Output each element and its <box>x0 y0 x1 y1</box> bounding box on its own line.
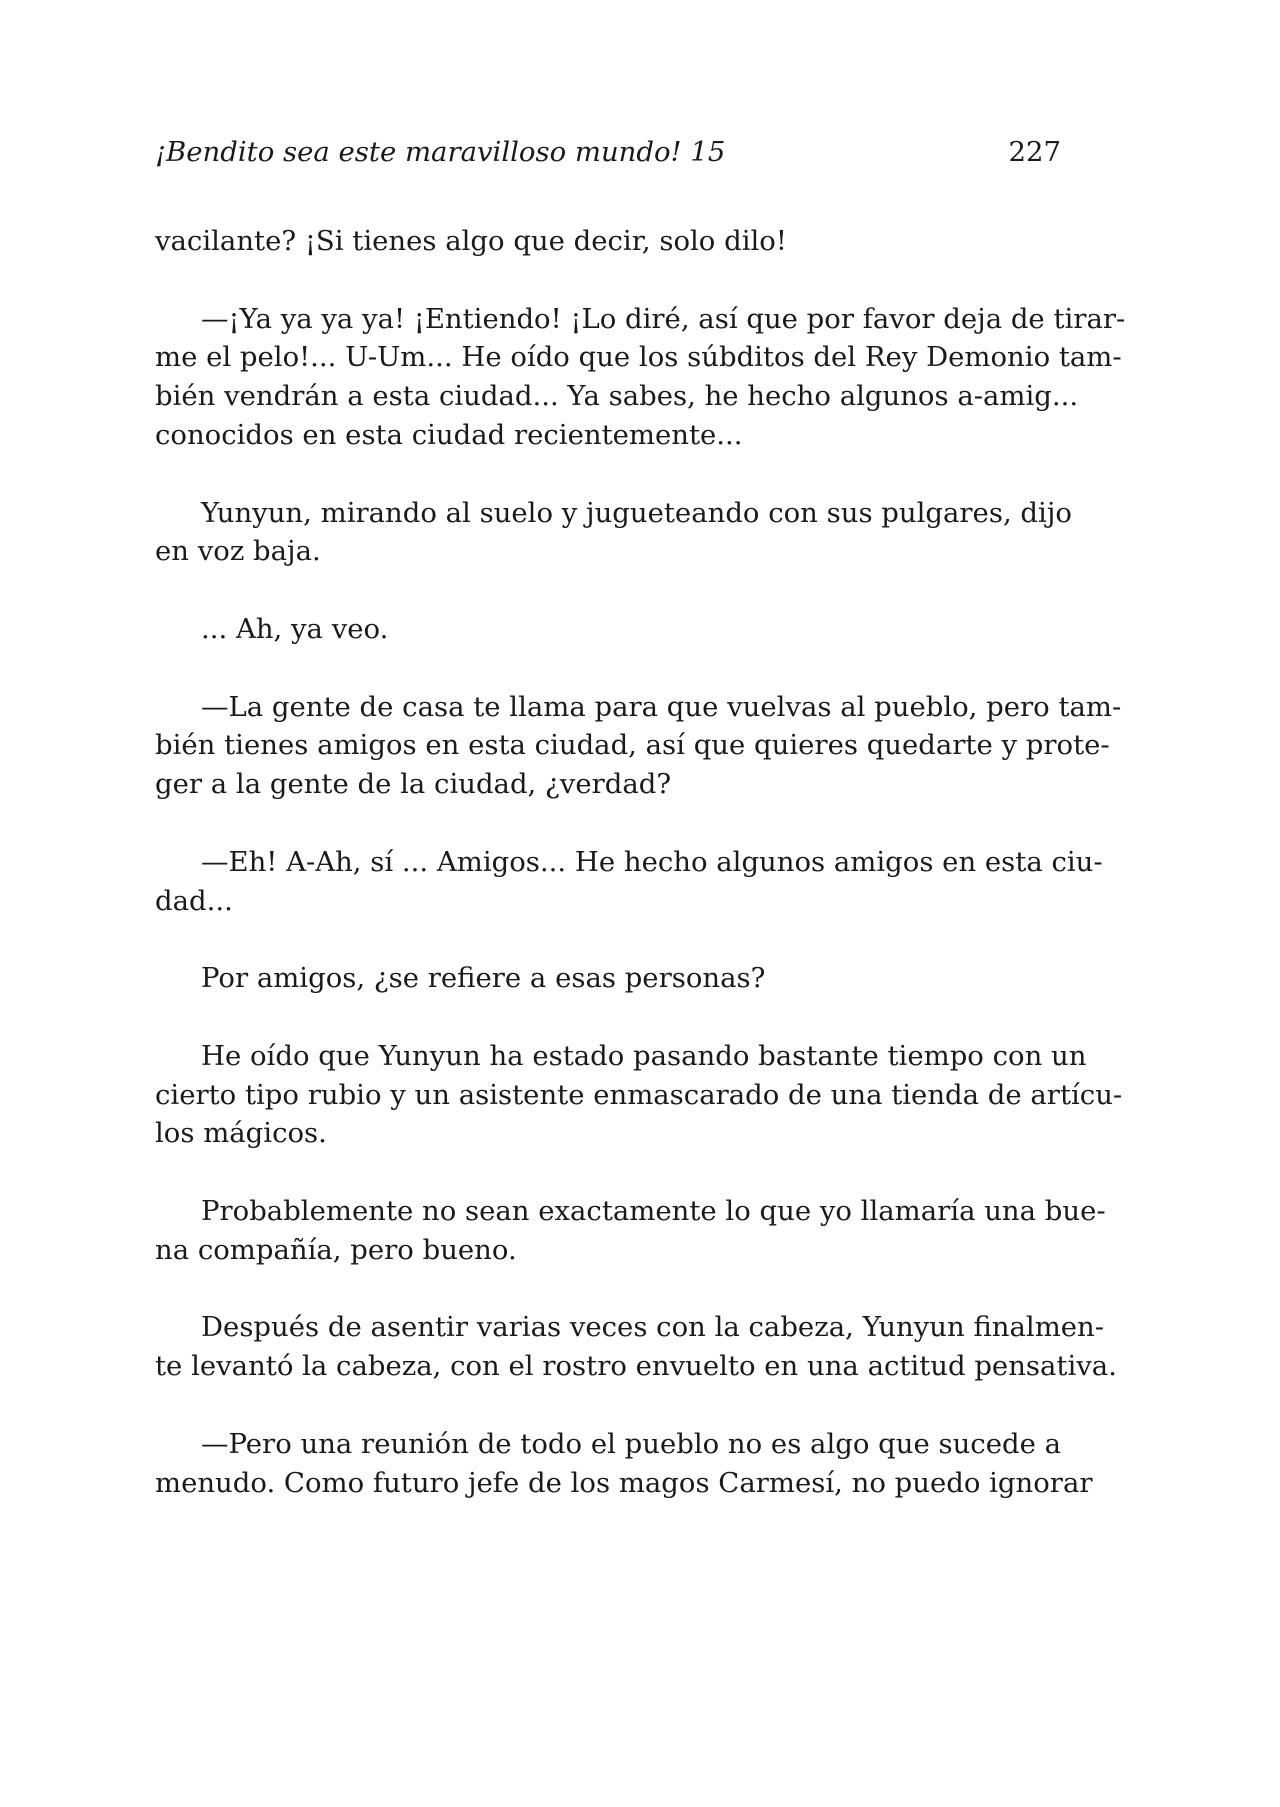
paragraph <box>155 222 1061 261</box>
page-number: 227 <box>1008 136 1061 168</box>
text-line: He oído que Yunyun ha estado pasando bastante tiempo con un <box>201 1039 1087 1072</box>
text-line: en voz baja. <box>155 535 321 568</box>
text-line: bién tienes amigos en esta ciudad, así que quieres quedarte y prote- <box>155 729 1110 762</box>
text-line: Yunyun, mirando al suelo y jugueteando con sus pulgares, dijo <box>201 496 1072 529</box>
text-line: na compañía, pero bueno. <box>155 1233 517 1266</box>
text-line: —La gente de casa te llama para que vuelvas al pueblo, pero tam- <box>201 690 1122 723</box>
text-line: Por amigos, ¿se refiere a esas personas? <box>201 962 766 995</box>
paragraph <box>155 843 1103 921</box>
text-line: —Eh! A-Ah, sí ... Amigos... He hecho algunos amigos en esta ciu- <box>201 845 1103 878</box>
text-line: menudo. Como futuro jefe de los magos Carmesí, no puedo ignorar <box>155 1466 1093 1499</box>
text-line: —¡Ya ya ya ya! ¡Entiendo! ¡Lo diré, así que por favor deja de tirar- <box>201 302 1126 335</box>
paragraph <box>155 1037 1123 1153</box>
paragraph <box>155 494 1072 572</box>
paragraph <box>155 610 1061 649</box>
paragraph <box>155 1425 1093 1503</box>
text-line: Después de asentir varias veces con la cabeza, Yunyun finalmen- <box>201 1311 1105 1344</box>
text-line: dad... <box>155 884 233 917</box>
running-head <box>155 132 1061 172</box>
text-line: Probablemente no sean exactamente lo que yo llamaría una bue- <box>201 1194 1106 1227</box>
text-line: vacilante? ¡Si tienes algo que decir, solo dilo! <box>155 225 787 257</box>
paragraph <box>155 300 1126 455</box>
text-line: te levantó la cabeza, con el rostro envuelto en una actitud pensativa. <box>155 1350 1117 1383</box>
text-line: conocidos en esta ciudad recientemente... <box>155 418 743 451</box>
text-line: los mágicos. <box>155 1117 327 1150</box>
paragraph <box>155 1308 1117 1386</box>
running-title: ¡Bendito sea este maravilloso mundo! 15 <box>155 136 726 168</box>
text-line: bién vendrán a esta ciudad... Ya sabes, he hecho algunos a-amig... <box>155 380 1079 413</box>
text-line: ger a la gente de la ciudad, ¿verdad? <box>155 768 672 801</box>
paragraph <box>155 688 1122 804</box>
text-line: ... Ah, ya veo. <box>201 612 389 645</box>
text-line: me el pelo!... U-Um... He oído que los súbditos del Rey Demonio tam- <box>155 341 1122 374</box>
text-line: cierto tipo rubio y un asistente enmascarado de una tienda de artícu- <box>155 1078 1123 1111</box>
paragraph <box>155 1192 1106 1270</box>
body-text <box>155 222 1126 1541</box>
text-line: —Pero una reunión de todo el pueblo no es algo que sucede a <box>201 1427 1061 1460</box>
paragraph <box>155 959 1061 998</box>
